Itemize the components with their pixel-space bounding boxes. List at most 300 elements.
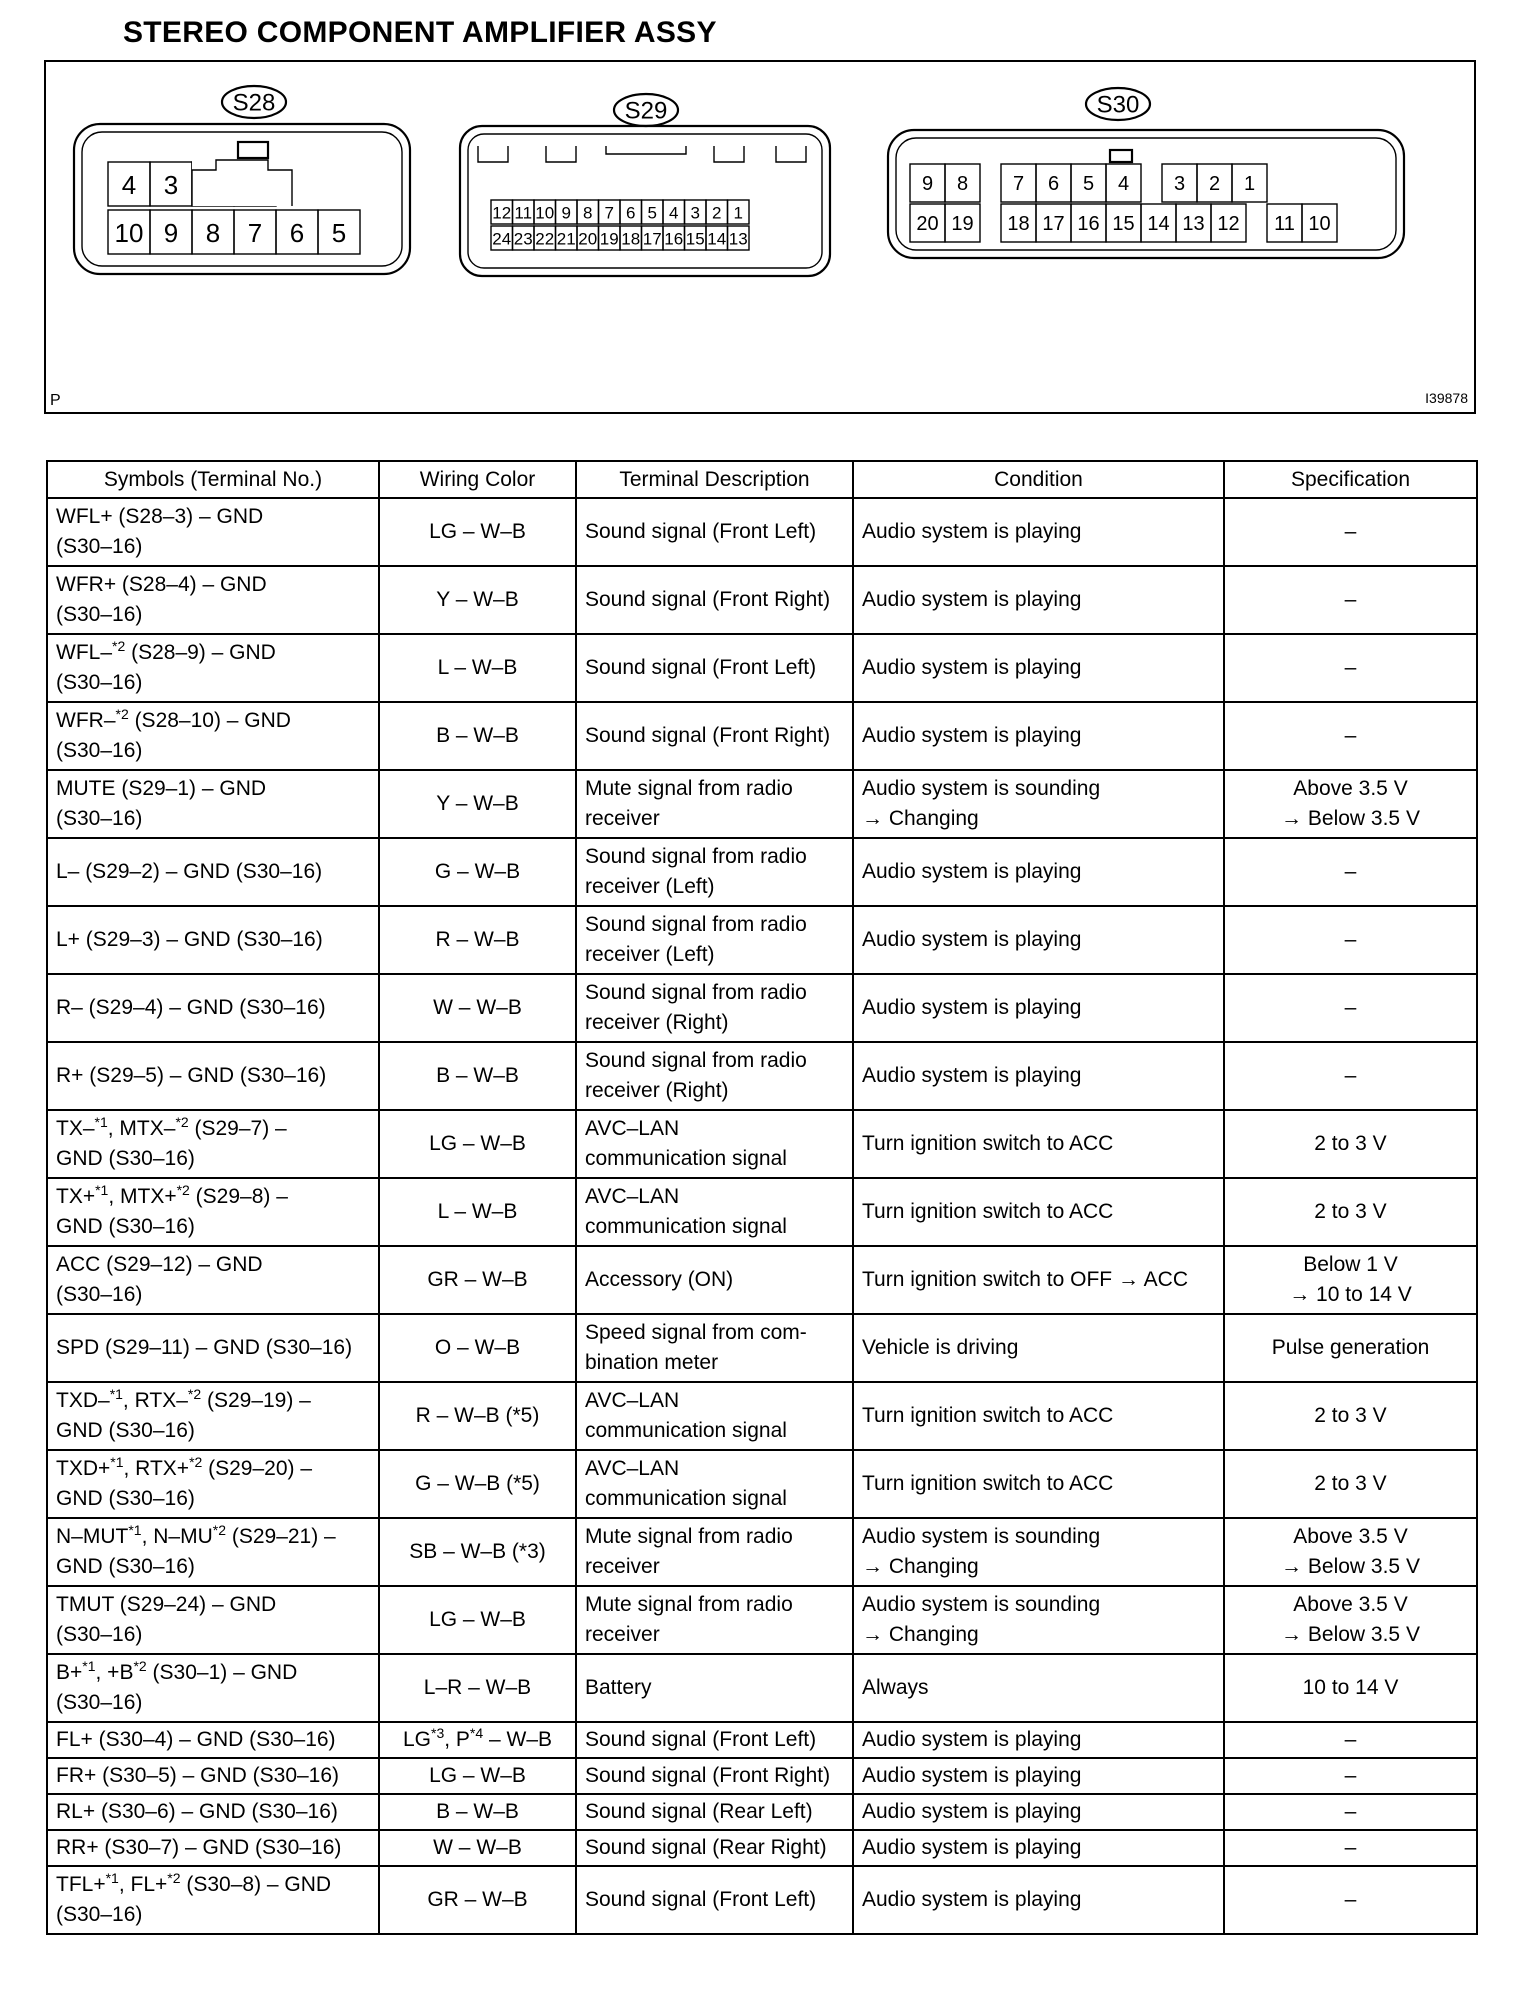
cell-line: SB – W–B (*3) — [409, 1540, 546, 1563]
cell-line: → Below 3.5 V — [1281, 807, 1420, 830]
cell-line: – — [1344, 656, 1357, 679]
specification-cell — [1224, 1518, 1477, 1586]
pin-number: 13 — [728, 229, 748, 249]
cell-line: GND (S30–16) — [56, 1555, 195, 1578]
cell-line: communication signal — [585, 1487, 787, 1510]
symbol-cell — [47, 1382, 379, 1450]
cell-line: WFL+ (S28–3) – GND — [56, 505, 264, 528]
symbol-cell — [47, 1722, 379, 1758]
wiring-color-cell — [379, 1382, 576, 1450]
pin-number: 17 — [642, 229, 662, 249]
pin-number: 15 — [685, 229, 705, 249]
cell-line: Audio system is playing — [862, 1800, 1082, 1823]
specification-cell — [1224, 838, 1477, 906]
symbol-cell — [47, 566, 379, 634]
cell-line: B – W–B — [436, 1800, 519, 1823]
symbol-cell — [47, 1830, 379, 1866]
description-cell — [576, 1654, 853, 1722]
pin-number: 1 — [1243, 173, 1256, 195]
pin-number: 4 — [1117, 173, 1130, 195]
cell-line: Y – W–B — [436, 792, 519, 815]
wiring-color-cell — [379, 770, 576, 838]
header-specification: Specification — [1224, 461, 1477, 498]
cell-line: LG$^{*3}$, $P^{*4} - W-B$ — [402, 1725, 553, 1751]
condition-cell — [853, 1382, 1224, 1450]
specification-cell — [1224, 566, 1477, 634]
description-cell — [576, 906, 853, 974]
symbol-cell — [47, 1246, 379, 1314]
table-row — [47, 1382, 1477, 1450]
cell-line: Accessory (ON) — [585, 1268, 734, 1291]
condition-cell — [853, 1866, 1224, 1934]
cell-line: Turn ignition switch to ACC — [862, 1132, 1114, 1155]
specification-cell — [1224, 702, 1477, 770]
wiring-color-cell — [379, 1518, 576, 1586]
figure-corner-label: P — [50, 392, 61, 409]
cell-line: WFR+ (S28–4) – GND — [56, 573, 267, 596]
pin-number: 11 — [514, 203, 533, 223]
cell-line: – — [1344, 860, 1357, 883]
cell-line: Above 3.5 V — [1293, 1525, 1408, 1548]
cell-line: receiver — [585, 1555, 660, 1578]
cell-line: receiver (Left) — [585, 875, 715, 898]
symbol-cell — [47, 1758, 379, 1794]
condition-cell — [853, 770, 1224, 838]
description-cell — [576, 770, 853, 838]
table-row — [47, 1246, 1477, 1314]
table-row — [47, 1866, 1477, 1934]
description-cell — [576, 1866, 853, 1934]
symbol-cell — [47, 1450, 379, 1518]
condition-cell — [853, 498, 1224, 566]
cell-line: L+ (S29–3) – GND (S30–16) — [56, 928, 323, 951]
description-cell — [576, 1450, 853, 1518]
table-row — [47, 1518, 1477, 1586]
pin-number: 19 — [951, 213, 974, 235]
pin-number: 7 — [247, 218, 263, 248]
description-cell — [576, 1110, 853, 1178]
condition-cell — [853, 1794, 1224, 1830]
connector-figure — [44, 60, 1476, 414]
cell-line: Audio system is playing — [862, 588, 1082, 611]
symbol-cell — [47, 1314, 379, 1382]
table-row — [47, 906, 1477, 974]
wiring-color-cell — [379, 1110, 576, 1178]
cell-line: Audio system is playing — [862, 1728, 1082, 1751]
cell-line: Sound signal (Front Right) — [585, 588, 831, 611]
cell-line: R+ (S29–5) – GND (S30–16) — [56, 1064, 327, 1087]
condition-cell — [853, 838, 1224, 906]
pin-number: 1 — [733, 203, 743, 223]
connector-s28-key — [192, 160, 292, 206]
description-cell — [576, 702, 853, 770]
cell-line: – — [1344, 1728, 1357, 1751]
pin-number: 9 — [163, 218, 179, 248]
pin-number: 2 — [712, 203, 722, 223]
pin-number: 14 — [1147, 213, 1170, 235]
pin-number: 8 — [956, 173, 969, 195]
connector-s30-lock — [1110, 150, 1132, 162]
description-cell — [576, 1722, 853, 1758]
specification-cell — [1224, 906, 1477, 974]
condition-cell — [853, 1722, 1224, 1758]
cell-line: Audio system is sounding — [862, 1525, 1101, 1548]
pin-number: 13 — [1182, 213, 1205, 235]
cell-line: FR+ (S30–5) – GND (S30–16) — [56, 1764, 340, 1787]
wiring-color-cell — [379, 1450, 576, 1518]
wiring-color-cell — [379, 1314, 576, 1382]
pin-number: 4 — [669, 203, 679, 223]
cell-line: Audio system is playing — [862, 996, 1082, 1019]
pin-number: 3 — [163, 170, 179, 200]
pin-number: 6 — [626, 203, 636, 223]
condition-cell — [853, 634, 1224, 702]
description-cell — [576, 634, 853, 702]
table-row — [47, 1830, 1477, 1866]
pin-number: 18 — [621, 229, 641, 249]
connector-label: S28 — [232, 89, 276, 117]
specification-cell — [1224, 1110, 1477, 1178]
specification-cell — [1224, 1794, 1477, 1830]
symbol-cell — [47, 1866, 379, 1934]
table-row — [47, 1794, 1477, 1830]
cell-line: L– (S29–2) – GND (S30–16) — [56, 860, 323, 883]
symbol-cell — [47, 702, 379, 770]
cell-line: W – W–B — [433, 996, 522, 1019]
wiring-color-cell — [379, 634, 576, 702]
cell-line: Mute signal from radio — [585, 777, 793, 800]
cell-line: communication signal — [585, 1419, 787, 1442]
cell-line: – — [1344, 1800, 1357, 1823]
cell-line: GND (S30–16) — [56, 1419, 195, 1442]
cell-line: (S30–16) — [56, 739, 143, 762]
cell-line: G – W–B — [434, 860, 521, 883]
symbol-cell — [47, 634, 379, 702]
pin-number: 5 — [331, 218, 347, 248]
symbol-cell — [47, 498, 379, 566]
cell-line: – — [1344, 1836, 1357, 1859]
cell-line: LG – W–B — [429, 1132, 526, 1155]
cell-line: – — [1344, 1888, 1357, 1911]
condition-cell — [853, 1314, 1224, 1382]
pin-number: 4 — [121, 170, 137, 200]
specification-cell — [1224, 1382, 1477, 1450]
cell-line: Speed signal from com- — [585, 1321, 807, 1344]
specification-cell — [1224, 1450, 1477, 1518]
cell-line: AVC–LAN — [585, 1117, 680, 1140]
condition-cell — [853, 702, 1224, 770]
wiring-color-cell — [379, 1042, 576, 1110]
condition-cell — [853, 974, 1224, 1042]
specification-cell — [1224, 498, 1477, 566]
symbol-cell — [47, 1178, 379, 1246]
wiring-color-cell — [379, 974, 576, 1042]
table-row — [47, 1758, 1477, 1794]
pin-number: 19 — [599, 229, 619, 249]
pin-number: 11 — [1274, 213, 1295, 235]
pin-number: 16 — [1077, 213, 1100, 235]
pin-number: 24 — [492, 229, 512, 249]
pin-number: 5 — [1082, 173, 1095, 195]
cell-line: SPD (S29–11) – GND (S30–16) — [56, 1336, 353, 1359]
specification-cell — [1224, 1830, 1477, 1866]
header-terminal-description: Terminal Description — [576, 461, 853, 498]
cell-line: RL+ (S30–6) – GND (S30–16) — [56, 1800, 338, 1823]
pin-number: 6 — [1047, 173, 1060, 195]
cell-line: G – W–B (*5) — [415, 1472, 540, 1495]
table-row — [47, 1586, 1477, 1654]
cell-line: receiver (Right) — [585, 1079, 729, 1102]
wiring-color-cell — [379, 1722, 576, 1758]
cell-line: – — [1344, 928, 1357, 951]
cell-line: Audio system is playing — [862, 928, 1082, 951]
cell-line: – — [1344, 724, 1357, 747]
cell-line: Sound signal (Rear Left) — [585, 1800, 813, 1823]
connector-s29-outline — [460, 126, 830, 276]
cell-line: 2 to 3 V — [1314, 1404, 1387, 1427]
cell-line: → Changing — [862, 1555, 979, 1578]
cell-line: R– (S29–4) – GND (S30–16) — [56, 996, 326, 1019]
cell-line: B+$^{*1}$, $+B^{*2}$ (S30–1) – GND — [56, 1658, 298, 1684]
wiring-color-cell — [379, 702, 576, 770]
cell-line: RR+ (S30–7) – GND (S30–16) — [56, 1836, 342, 1859]
cell-line: receiver (Left) — [585, 943, 715, 966]
description-cell — [576, 1586, 853, 1654]
cell-line: → Changing — [862, 807, 979, 830]
cell-line: Mute signal from radio — [585, 1593, 793, 1616]
description-cell — [576, 1794, 853, 1830]
condition-cell — [853, 1246, 1224, 1314]
wiring-color-cell — [379, 1246, 576, 1314]
cell-line: GND (S30–16) — [56, 1487, 195, 1510]
specification-cell — [1224, 1722, 1477, 1758]
cell-line: – — [1344, 1064, 1357, 1087]
specification-cell — [1224, 634, 1477, 702]
description-cell — [576, 566, 853, 634]
cell-line: LG – W–B — [429, 1608, 526, 1631]
condition-cell — [853, 1758, 1224, 1794]
cell-line: L – W–B — [437, 1200, 518, 1223]
connector-label: S29 — [624, 97, 668, 125]
table-row — [47, 1722, 1477, 1758]
pin-number: 9 — [921, 173, 934, 195]
pin-number: 12 — [492, 203, 512, 223]
pin-number: 5 — [647, 203, 657, 223]
cell-line: Audio system is playing — [862, 1764, 1082, 1787]
cell-line: → 10 to 14 V — [1289, 1283, 1412, 1306]
pin-number: 10 — [1308, 213, 1331, 235]
cell-line: → Changing — [862, 1623, 979, 1646]
cell-line: Battery — [585, 1676, 652, 1699]
wiring-color-cell — [379, 498, 576, 566]
description-cell — [576, 498, 853, 566]
cell-line: (S30–16) — [56, 1283, 143, 1306]
cell-line: (S30–16) — [56, 535, 143, 558]
specification-cell — [1224, 1586, 1477, 1654]
cell-line: Sound signal (Front Left) — [585, 656, 817, 679]
condition-cell — [853, 1450, 1224, 1518]
description-cell — [576, 1042, 853, 1110]
specification-cell — [1224, 1042, 1477, 1110]
cell-line: Audio system is playing — [862, 1836, 1082, 1859]
description-cell — [576, 974, 853, 1042]
pin-number: 10 — [114, 218, 144, 248]
pin-number: 12 — [1217, 213, 1240, 235]
cell-line: LG – W–B — [429, 520, 526, 543]
description-cell — [576, 1518, 853, 1586]
pin-number: 10 — [535, 203, 555, 223]
cell-line: Audio system is playing — [862, 656, 1082, 679]
wiring-color-cell — [379, 1830, 576, 1866]
cell-line: (S30–16) — [56, 603, 143, 626]
cell-line: FL+ (S30–4) – GND (S30–16) — [56, 1728, 336, 1751]
pin-number: 8 — [205, 218, 221, 248]
cell-line: Above 3.5 V — [1293, 777, 1408, 800]
cell-line: MUTE (S29–1) – GND — [56, 777, 267, 800]
header-symbols: Symbols (Terminal No.) — [47, 461, 379, 498]
specification-cell — [1224, 1178, 1477, 1246]
cell-line: O – W–B — [434, 1336, 521, 1359]
cell-line: B – W–B — [436, 724, 519, 747]
cell-line: (S30–16) — [56, 1623, 143, 1646]
cell-line: B – W–B — [436, 1064, 519, 1087]
description-cell — [576, 1758, 853, 1794]
condition-cell — [853, 1518, 1224, 1586]
cell-line: – — [1344, 588, 1357, 611]
wiring-color-cell — [379, 1794, 576, 1830]
cell-line: TFL+$^{*1}$, FL+$^{*2}$ (S30–8) – GND — [56, 1870, 332, 1896]
cell-line: TXD+$^{*1}$, RTX+$^{*2}$ (S29–20) – — [56, 1454, 313, 1480]
pin-number: 21 — [556, 229, 576, 249]
cell-line: GR – W–B — [427, 1268, 528, 1291]
cell-line: – — [1344, 996, 1357, 1019]
cell-line: – — [1344, 520, 1357, 543]
cell-line: (S30–16) — [56, 671, 143, 694]
header-condition: Condition — [853, 461, 1224, 498]
cell-line: Mute signal from radio — [585, 1525, 793, 1548]
table-row — [47, 838, 1477, 906]
cell-line: – — [1344, 1764, 1357, 1787]
pin-number: 20 — [578, 229, 598, 249]
terminal-spec-table — [46, 460, 1478, 1935]
cell-line: Sound signal (Front Right) — [585, 724, 831, 747]
pin-number: 18 — [1007, 213, 1030, 235]
condition-cell — [853, 1654, 1224, 1722]
cell-line: Sound signal (Rear Right) — [585, 1836, 827, 1859]
connector-s28-lock — [238, 142, 268, 158]
cell-line: communication signal — [585, 1147, 787, 1170]
cell-line: R – W–B — [435, 928, 520, 951]
cell-line: Turn ignition switch to ACC — [862, 1472, 1114, 1495]
cell-line: Always — [862, 1676, 929, 1699]
symbol-cell — [47, 1042, 379, 1110]
wiring-color-cell — [379, 1654, 576, 1722]
specification-cell — [1224, 1758, 1477, 1794]
cell-line: R – W–B (*5) — [415, 1404, 540, 1427]
symbol-cell — [47, 1110, 379, 1178]
wiring-color-cell — [379, 1178, 576, 1246]
pin-number: 17 — [1042, 213, 1065, 235]
condition-cell — [853, 566, 1224, 634]
cell-line: WFL–$^{*2}$ (S28–9) – GND — [56, 638, 276, 664]
cell-line: TX–$^{*1}$, MTX–$^{*2}$ (S29–7) – — [56, 1114, 287, 1140]
cell-line: Sound signal (Front Left) — [585, 1728, 817, 1751]
cell-line: Audio system is playing — [862, 860, 1082, 883]
symbol-cell — [47, 838, 379, 906]
cell-line: 10 to 14 V — [1302, 1676, 1399, 1699]
pin-number: 23 — [513, 229, 533, 249]
cell-line: Sound signal (Front Left) — [585, 1888, 817, 1911]
cell-line: Audio system is playing — [862, 1064, 1082, 1087]
condition-cell — [853, 1586, 1224, 1654]
cell-line: Sound signal from radio — [585, 1049, 807, 1072]
cell-line: Audio system is playing — [862, 520, 1082, 543]
cell-line: Y – W–B — [436, 588, 519, 611]
cell-line: W – W–B — [433, 1836, 522, 1859]
page-title: STEREO COMPONENT AMPLIFIER ASSY — [123, 16, 717, 49]
table-row — [47, 1110, 1477, 1178]
description-cell — [576, 838, 853, 906]
figure-id: I39878 — [1425, 390, 1468, 406]
cell-line: → Below 3.5 V — [1281, 1623, 1420, 1646]
table-row — [47, 498, 1477, 566]
cell-line: Sound signal (Front Right) — [585, 1764, 831, 1787]
cell-line: AVC–LAN — [585, 1389, 680, 1412]
table-header-row — [47, 461, 1477, 498]
cell-line: Sound signal from radio — [585, 913, 807, 936]
wiring-color-cell — [379, 566, 576, 634]
cell-line: L–R – W–B — [423, 1676, 532, 1699]
symbol-cell — [47, 1794, 379, 1830]
cell-line: 2 to 3 V — [1314, 1132, 1387, 1155]
pin-number: 8 — [583, 203, 593, 223]
cell-line: GND (S30–16) — [56, 1215, 195, 1238]
cell-line: receiver — [585, 1623, 660, 1646]
connector-label: S30 — [1096, 91, 1140, 119]
specification-cell — [1224, 1866, 1477, 1934]
connector-s29-keys — [478, 146, 806, 162]
symbol-cell — [47, 1518, 379, 1586]
condition-cell — [853, 1110, 1224, 1178]
pin-number: 15 — [1112, 213, 1135, 235]
cell-line: receiver — [585, 807, 660, 830]
table-row — [47, 566, 1477, 634]
description-cell — [576, 1314, 853, 1382]
condition-cell — [853, 1042, 1224, 1110]
cell-line: Above 3.5 V — [1293, 1593, 1408, 1616]
symbol-cell — [47, 974, 379, 1042]
description-cell — [576, 1830, 853, 1866]
description-cell — [576, 1246, 853, 1314]
table-row — [47, 1654, 1477, 1722]
cell-line: WFR–$^{*2}$ (S28–10) – GND — [56, 706, 291, 732]
condition-cell — [853, 906, 1224, 974]
pin-number: 9 — [561, 203, 571, 223]
cell-line: Audio system is playing — [862, 1888, 1082, 1911]
wiring-color-cell — [379, 906, 576, 974]
cell-line: (S30–16) — [56, 807, 143, 830]
specification-cell — [1224, 974, 1477, 1042]
pin-number: 7 — [604, 203, 614, 223]
condition-cell — [853, 1830, 1224, 1866]
cell-line: TX+$^{*1}$, MTX+$^{*2}$ (S29–8) – — [56, 1182, 288, 1208]
specification-cell — [1224, 1314, 1477, 1382]
cell-line: GND (S30–16) — [56, 1147, 195, 1170]
table-row — [47, 634, 1477, 702]
symbol-cell — [47, 1586, 379, 1654]
cell-line: Vehicle is driving — [862, 1336, 1019, 1359]
pin-number: 6 — [289, 218, 305, 248]
